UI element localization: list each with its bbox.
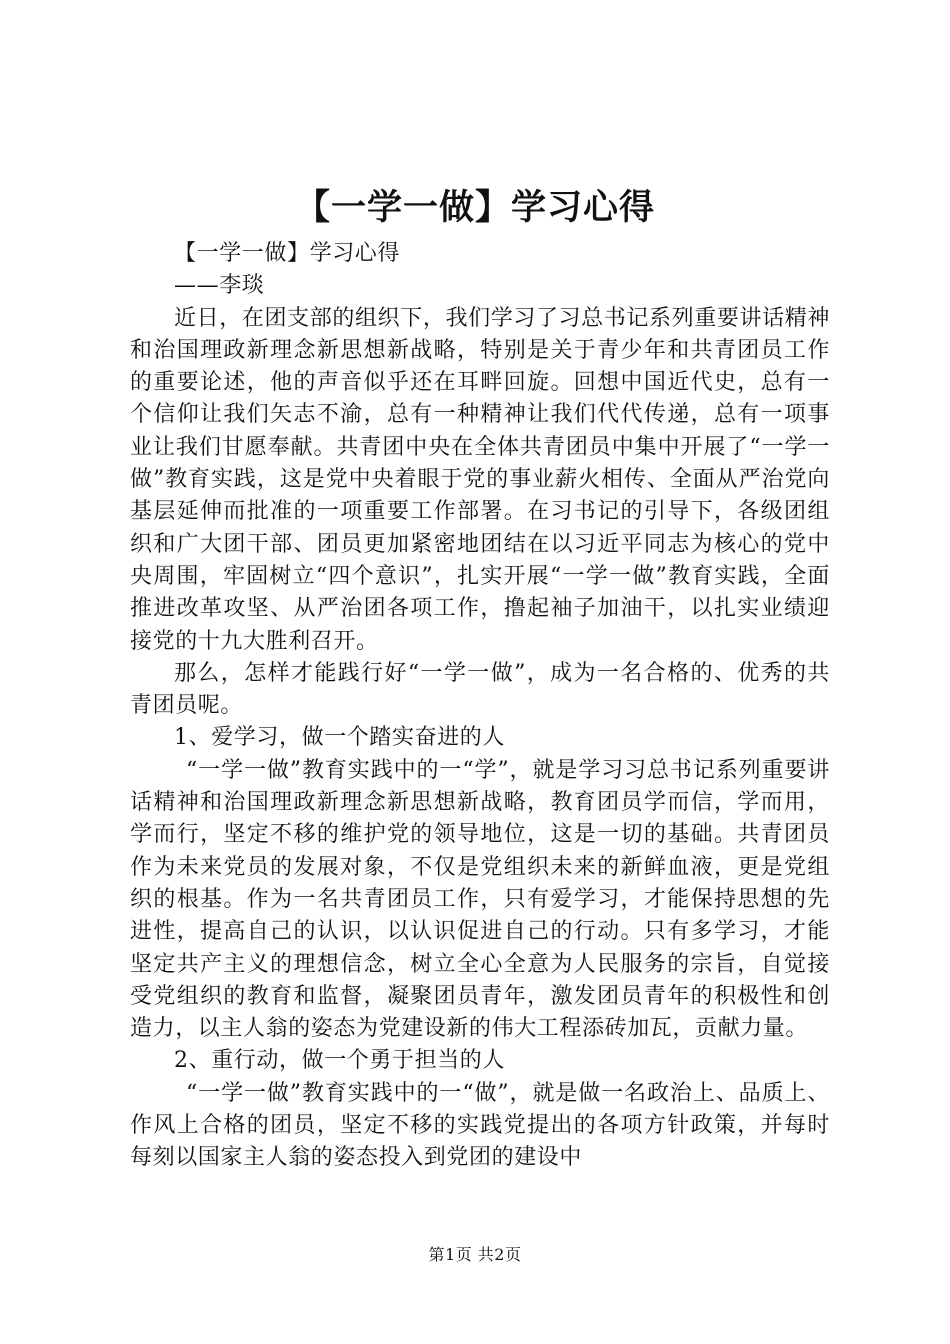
subtitle-paragraph: 【一学一做】学习心得: [174, 241, 401, 266]
body-paragraph: “一学一做”教育实践中的一“做”，就是做一名政治上、品质上、作风上合格的团员，坚定不移的实践党提出的各项方针政策，并每时每刻以国家主人翁的姿态投入到党团的建设中: [130, 1080, 830, 1171]
section-heading: 2、重行动，做一个勇于担当的人: [174, 1048, 505, 1074]
body-paragraph: 近日，在团支部的组织下，我们学习了习总书记系列重要讲话精神和治国理政新理念新思想新战略，特别是关于青少年和共青团员工作的重要论述，他的声音似乎还在耳畔回旋。回想中国近代史，总有一个信仰让我们矢志不渝，总有一种精神让我们代代传递，总有一项事业让我们甘愿奉献。共青团中央在全体共青团员中集中开展了“一学一做”教育实践，这是党中央着眼于党的事业薪火相传、全面从严治党向基层延伸而批准的一项重要工作部署。在习书记的引导下，各级团组织和广大团干部、团员更加紧密地团结在以习近平同志为核心的党中央周围，牢固树立“四个意识”，扎实开展“一学一做”教育实践，全面推进改革攻坚、从严治团各项工作，撸起袖子加油干，以扎实业绩迎接党的十九大胜利召开。: [130, 305, 830, 654]
document-title: 【一学一做】学习心得: [294, 187, 655, 228]
body-paragraph: 那么，怎样才能践行好“一学一做”，成为一名合格的、优秀的共青团员呢。: [130, 660, 830, 719]
section-heading: 1、爱学习，做一个踏实奋进的人: [174, 725, 505, 751]
page-footer: 第1页 共2页: [428, 1245, 522, 1264]
author-line: ——李琰: [174, 273, 265, 299]
body-paragraph: “一学一做”教育实践中的一“学”，就是学习习总书记系列重要讲话精神和治国理政新理念新思想新战略，教育团员学而信，学而用，学而行，坚定不移的维护党的领导地位，这是一切的基础。共青团员作为未来党员的发展对象，不仅是党组织未来的新鲜血液，更是党组织的根基。作为一名共青团员工作，只有爱学习，才能保持思想的先进性，提高自己的认识，以认识促进自己的行动。只有多学习，才能坚定共产主义的理想信念，树立全心全意为人民服务的宗旨，自觉接受党组织的教育和监督，凝聚团员青年，激发团员青年的积极性和创造力，以主人翁的姿态为党建设新的伟大工程添砖加瓦，贡献力量。: [130, 757, 830, 1042]
document-body: [130, 238, 830, 1175]
